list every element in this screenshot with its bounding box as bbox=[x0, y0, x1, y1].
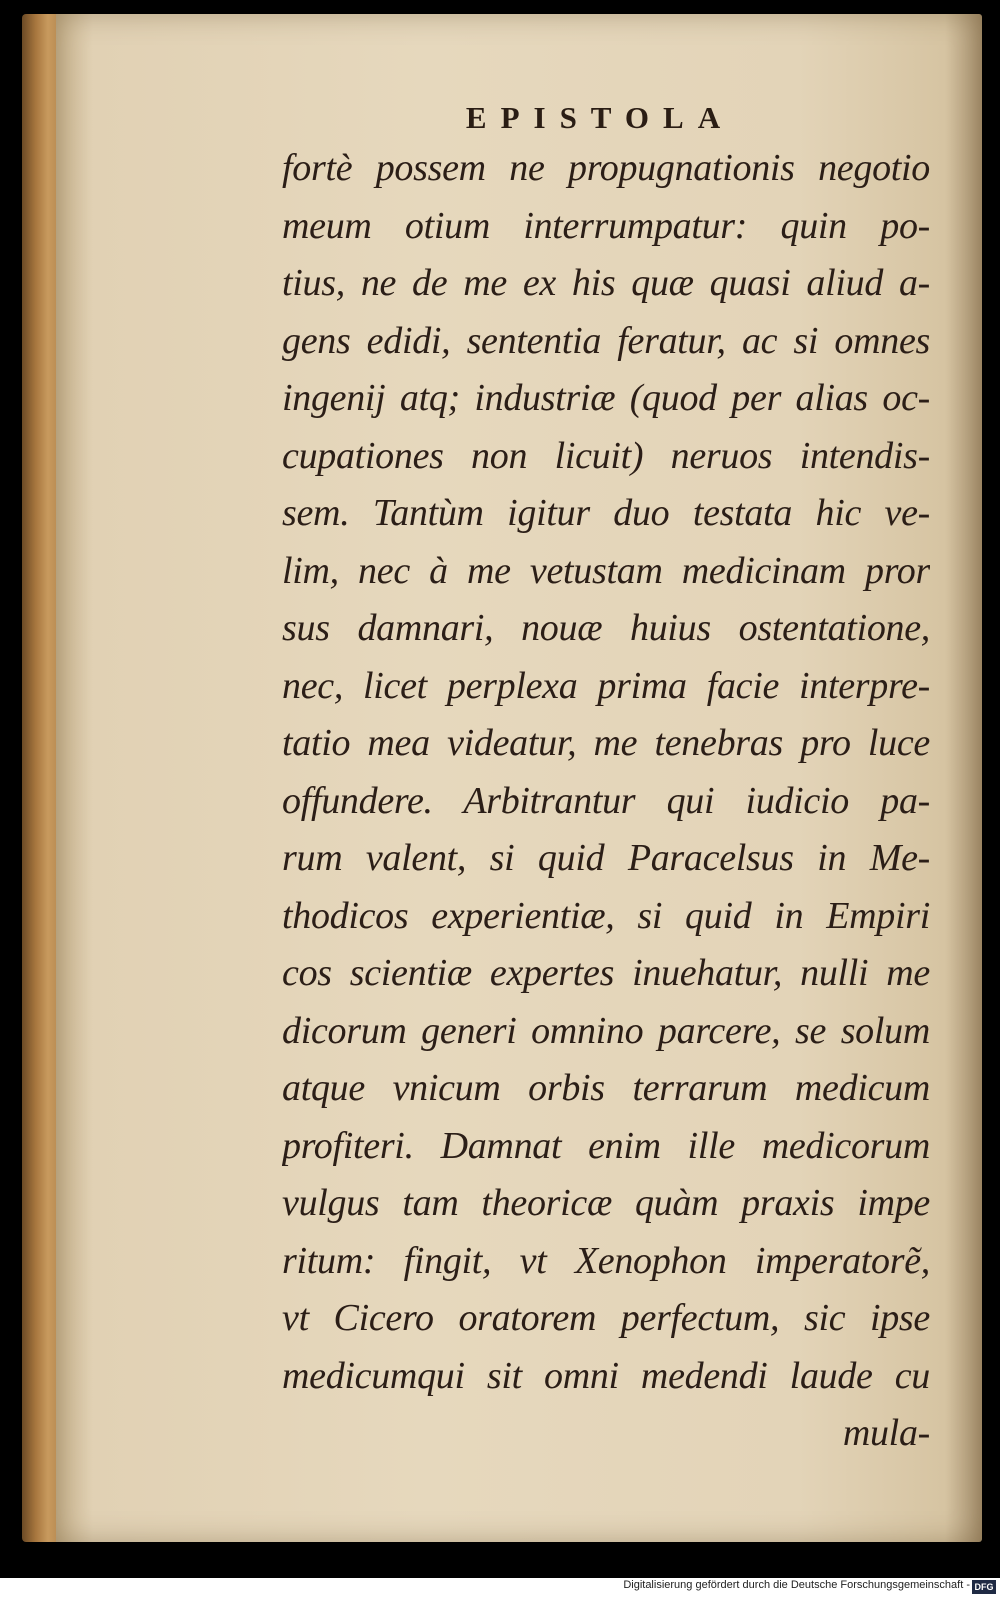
text-line: rum valent, si quid Paracelsus in Me- bbox=[282, 837, 930, 879]
funding-credit: Digitalisierung gefördert durch die Deutsche Forschungsgemeinschaft - bbox=[623, 1579, 970, 1591]
text-line: cupationes non licuit) neruos intendis- bbox=[282, 434, 930, 477]
running-head: EPISTOLA bbox=[465, 100, 735, 135]
text-line: sus damnari, nouæ huius ostentatione, bbox=[282, 607, 930, 649]
text-line: tatio mea videatur, me tenebras pro luce bbox=[282, 722, 930, 764]
text-line: fortè possem ne propugnationis negotio bbox=[282, 147, 930, 189]
text-line: ritum: fingit, vt Xenophon imperatorẽ, bbox=[282, 1239, 930, 1282]
text-line: cos scientiæ expertes inuehatur, nulli me bbox=[282, 952, 930, 994]
body-text bbox=[282, 140, 930, 1463]
text-line: vulgus tam theoricæ quàm praxis impe bbox=[282, 1182, 930, 1224]
text-line: gens edidi, sententia feratur, ac si omnes bbox=[282, 319, 930, 362]
dfg-logo: DFG bbox=[972, 1580, 996, 1594]
text-line: ingenij atq; industriæ (quod per alias oc- bbox=[282, 377, 930, 419]
text-line: medicumqui sit omni medendi laude cu bbox=[282, 1354, 930, 1397]
text-line: atque vnicum orbis terrarum medicum bbox=[282, 1067, 930, 1109]
text-line: profiteri. Damnat enim ille medicorum bbox=[282, 1124, 930, 1167]
text-line: thodicos experientiæ, si quid in Empiri bbox=[282, 894, 930, 937]
text-line: nec, licet perplexa prima facie interpre- bbox=[282, 664, 930, 707]
text-line: offundere. Arbitrantur qui iudicio pa- bbox=[282, 779, 930, 822]
text-line: meum otium interrumpatur: quin po- bbox=[282, 204, 930, 247]
catchword: mula- bbox=[842, 1412, 930, 1454]
text-line: sem. Tantùm igitur duo testata hic ve- bbox=[282, 492, 930, 534]
text-line: tius, ne de me ex his quæ quasi aliud a- bbox=[282, 262, 930, 304]
text-line: lim, nec à me vetustam medicinam pror bbox=[282, 549, 930, 592]
text-line: vt Cicero oratorem perfectum, sic ipse bbox=[282, 1297, 930, 1339]
text-line: dicorum generi omnino parcere, se solum bbox=[282, 1009, 930, 1052]
